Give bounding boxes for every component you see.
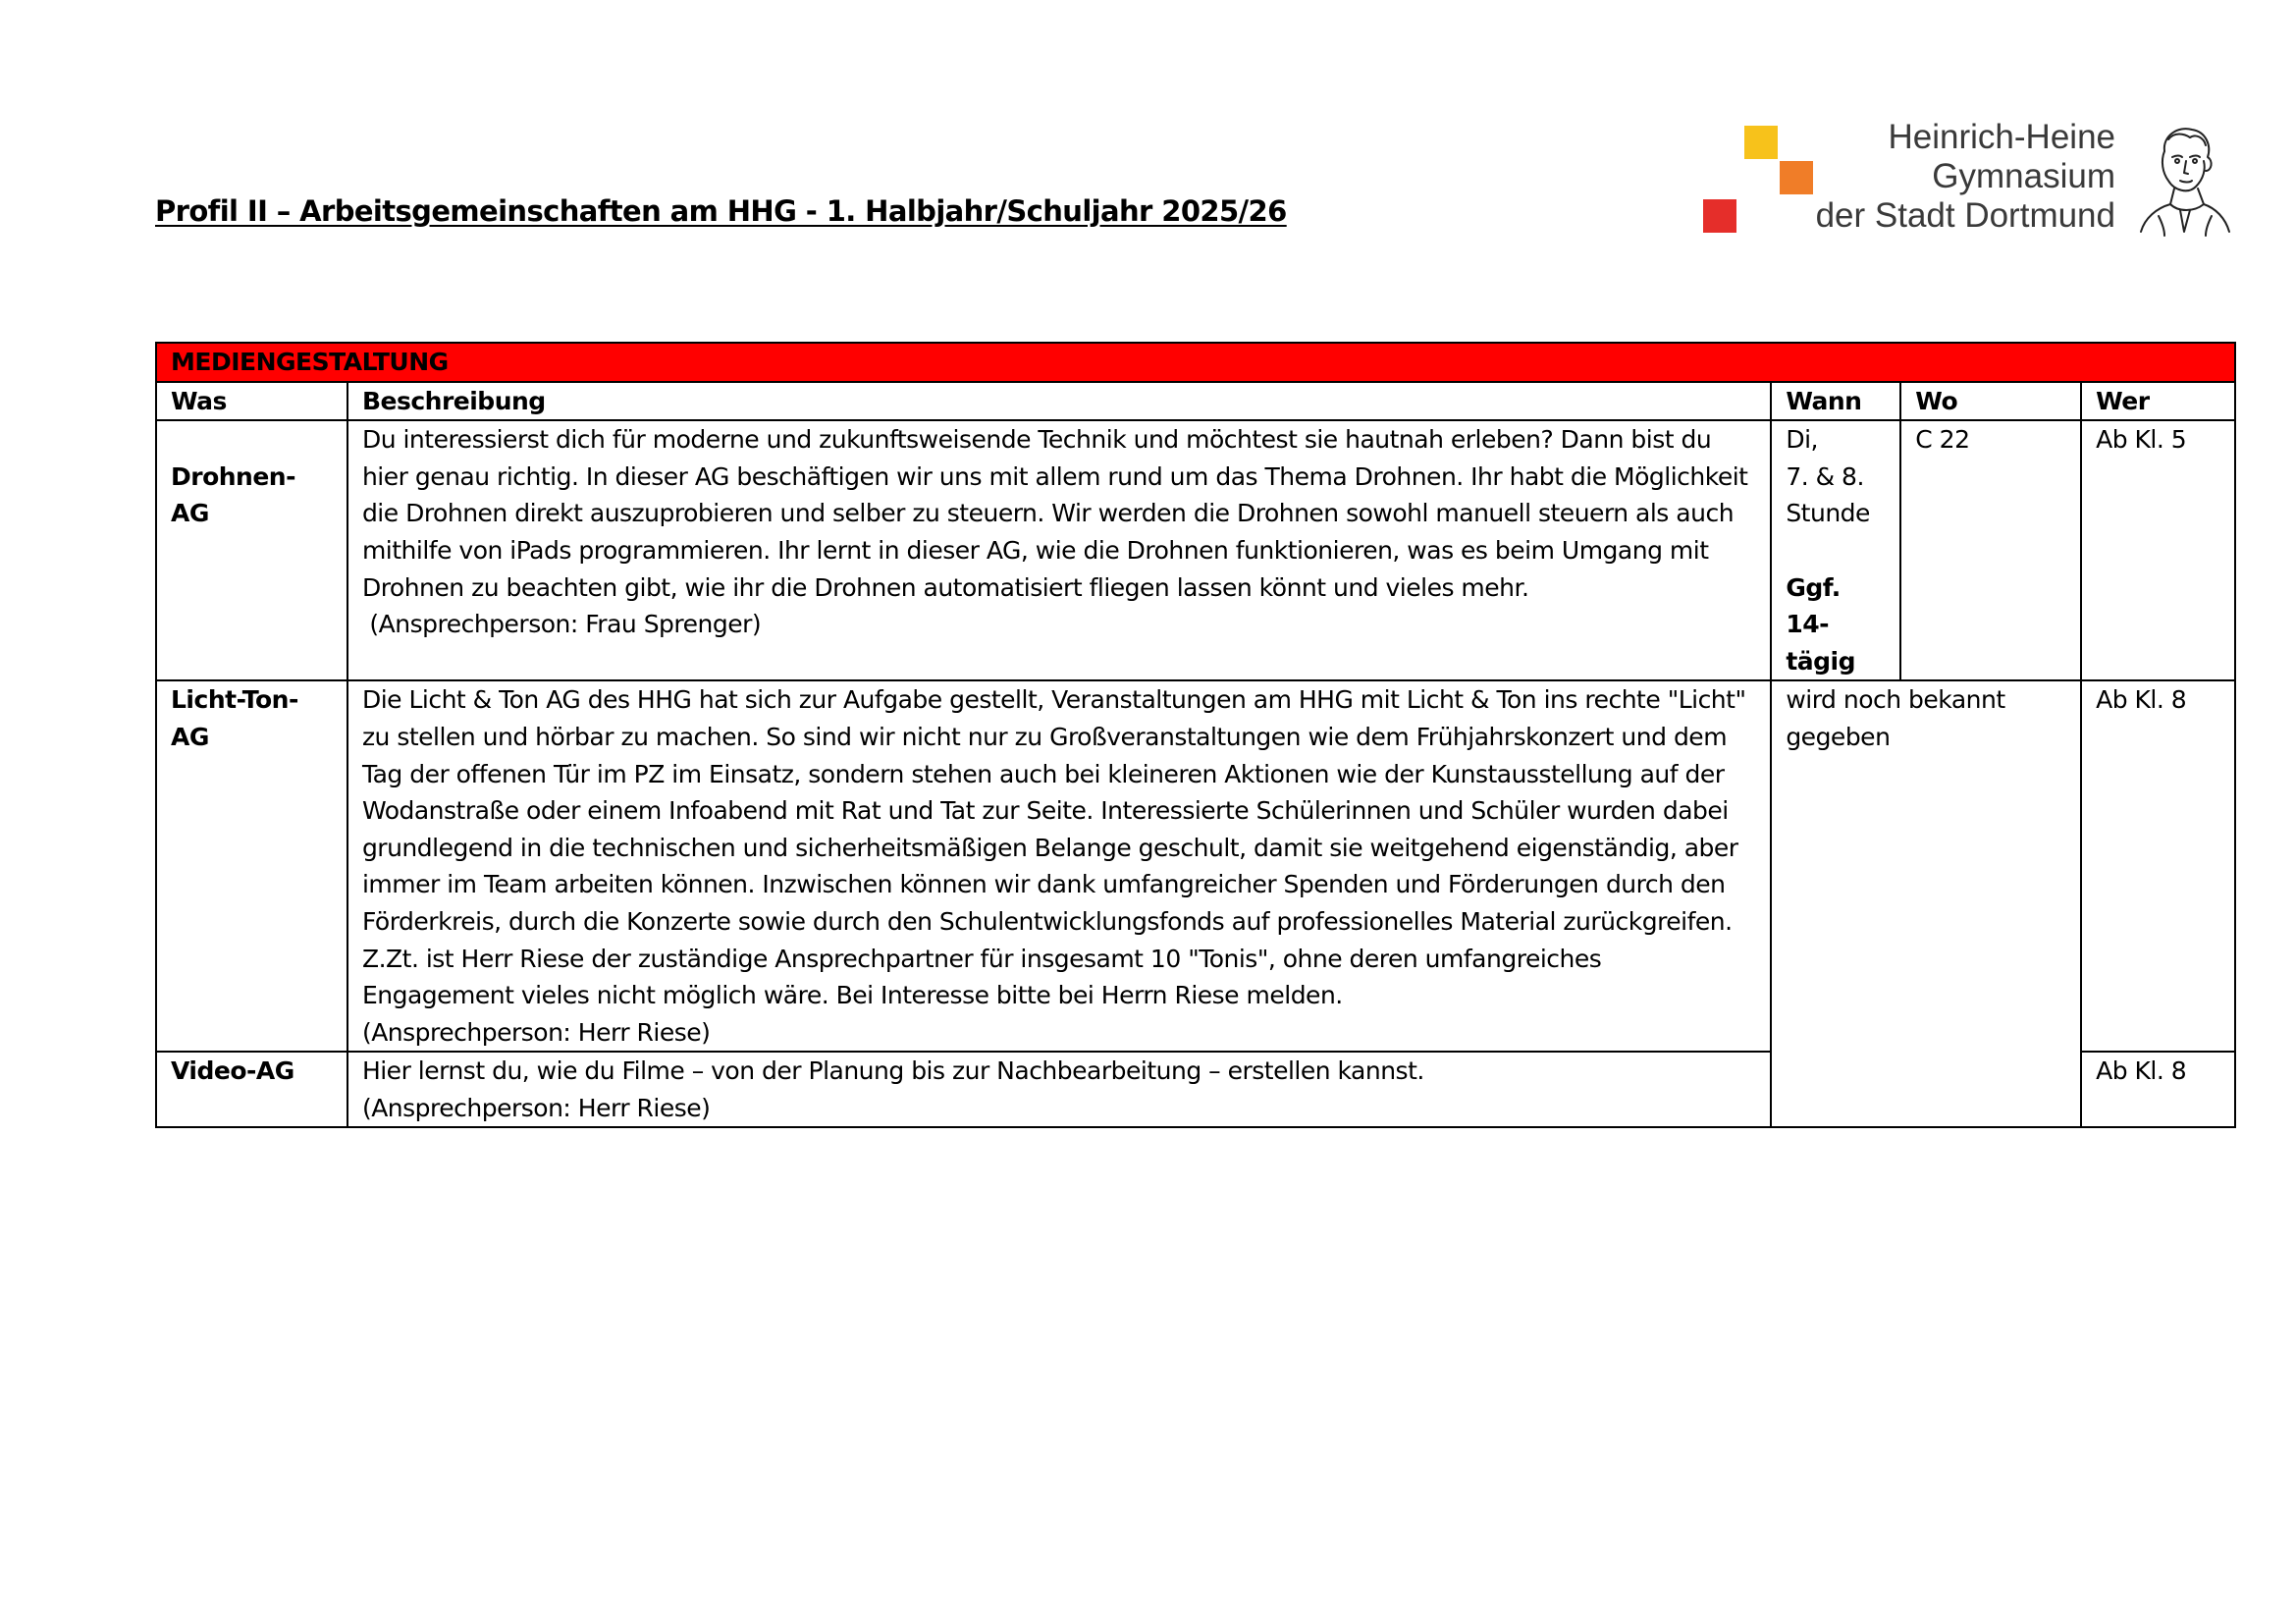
school-logo: [1703, 118, 2233, 245]
ag-description: [347, 1052, 1771, 1127]
page-title: Profil II – Arbeitsgemeinschaften am HHG - 1. Halbjahr/Schuljahr 2025/26: [155, 194, 1287, 228]
ag-name: Video-AG: [156, 1052, 347, 1127]
ag-wer: Ab Kl. 8: [2081, 680, 2235, 1052]
logo-square-red: [1703, 199, 1736, 233]
table-row-drohnen-ag: [156, 420, 2235, 680]
ag-contact: (Ansprechperson: Herr Riese): [361, 1093, 711, 1122]
ag-description-text: Die Licht & Ton AG des HHG hat sich zur Aufgabe gestellt, Veranstaltungen am HHG mit Licht & Ton ins rechte "Licht" zu stellen und hörbar zu machen. So sind wir nicht nur zu Großveranstaltungen wie dem Frühjahrskonzert und dem Tag der offenen Tür im PZ im Einsatz, sondern stehen auch bei kleineren Aktionen wie der Kunstausstellung auf der Wodanstraße oder einem Infoabend mit Rat und Tat zur Seite. Interessierte Schülerinnen und Schüler wurden dabei grundlegend in die technischen und sicherheitsmäßigen Belange geschult, damit sie weitgehend eigenständig, aber immer im Team arbeiten können. Inzwischen können wir dank umfangreicher Spenden und Förderungen durch den Förderkreis, durch die Konzerte sowie durch den Schulentwicklungsfonds auf professionelles Material zurückgreifen. Z.Zt. ist Herr Riese der zuständige Ansprechpartner für insgesamt 10 "Tonis", ohne deren umfangreiches Engagement vieles nicht möglich wäre. Bei Interesse bitte bei Herrn Riese melden.: [361, 685, 1746, 1010]
heine-portrait-icon: [2135, 122, 2233, 240]
school-name-line1: Heinrich-Heine: [1888, 118, 2115, 156]
ag-wann-stunde: Stunde: [1786, 499, 1870, 528]
ag-name: Licht-Ton-AG: [156, 680, 347, 1052]
ag-wo: C 22: [1900, 420, 2081, 680]
column-header-wo: Wo: [1900, 382, 2081, 421]
logo-square-yellow: [1744, 126, 1778, 159]
ag-wann-note-2: tägig: [1786, 646, 1855, 676]
ag-wann-wo: wird noch bekannt gegeben: [1771, 680, 2081, 1127]
school-name: [1816, 118, 2115, 236]
ag-contact: (Ansprechperson: Herr Riese): [361, 1017, 711, 1047]
school-name-line2: Gymnasium: [1932, 157, 2115, 195]
ag-contact: (Ansprechperson: Frau Sprenger): [361, 610, 762, 639]
ag-description: [347, 680, 1771, 1052]
logo-square-orange: [1780, 161, 1813, 194]
ag-wann-period: 7. & 8.: [1786, 461, 1864, 491]
section-header-row: [156, 343, 2235, 382]
ag-table: [155, 342, 2236, 1128]
ag-wann: [1771, 420, 1900, 680]
ag-wann-day: Di,: [1786, 425, 1818, 455]
school-name-line3: der Stadt Dortmund: [1815, 196, 2115, 235]
ag-description-text: Hier lernst du, wie du Filme – von der Planung bis zur Nachbearbeitung – erstellen kannst.: [361, 1056, 1424, 1086]
column-header-wann: Wann: [1771, 382, 1900, 421]
section-header: MEDIENGESTALTUNG: [156, 343, 2235, 382]
ag-wer: Ab Kl. 8: [2081, 1052, 2235, 1127]
table-row-licht-ton-ag: [156, 680, 2235, 1052]
ag-description: [347, 420, 1771, 680]
column-header-was: Was: [156, 382, 347, 421]
ag-wer: Ab Kl. 5: [2081, 420, 2235, 680]
column-header-row: [156, 382, 2235, 421]
ag-name-text: Drohnen-AG: [171, 461, 295, 528]
ag-description-text: Du interessierst dich für moderne und zukunftsweisende Technik und möchtest sie hautnah erleben? Dann bist du hier genau richtig. In dieser AG beschäftigen wir uns mit allem rund um das Thema Drohnen. Ihr habt die Möglichkeit die Drohnen direkt auszuprobieren und selber zu steuern. Wir werden die Drohnen sowohl manuell steuern als auch mithilfe von iPads programmieren. Ihr lernt in dieser AG, wie die Drohnen funktionieren, was es beim Umgang mit Drohnen zu beachten gibt, wie ihr die Drohnen automatisiert fliegen lassen könnt und vieles mehr.: [361, 425, 1748, 602]
ag-wann-note-1: Ggf. 14-: [1786, 572, 1841, 639]
column-header-wer: Wer: [2081, 382, 2235, 421]
column-header-beschreibung: Beschreibung: [347, 382, 1771, 421]
ag-name: [156, 420, 347, 680]
